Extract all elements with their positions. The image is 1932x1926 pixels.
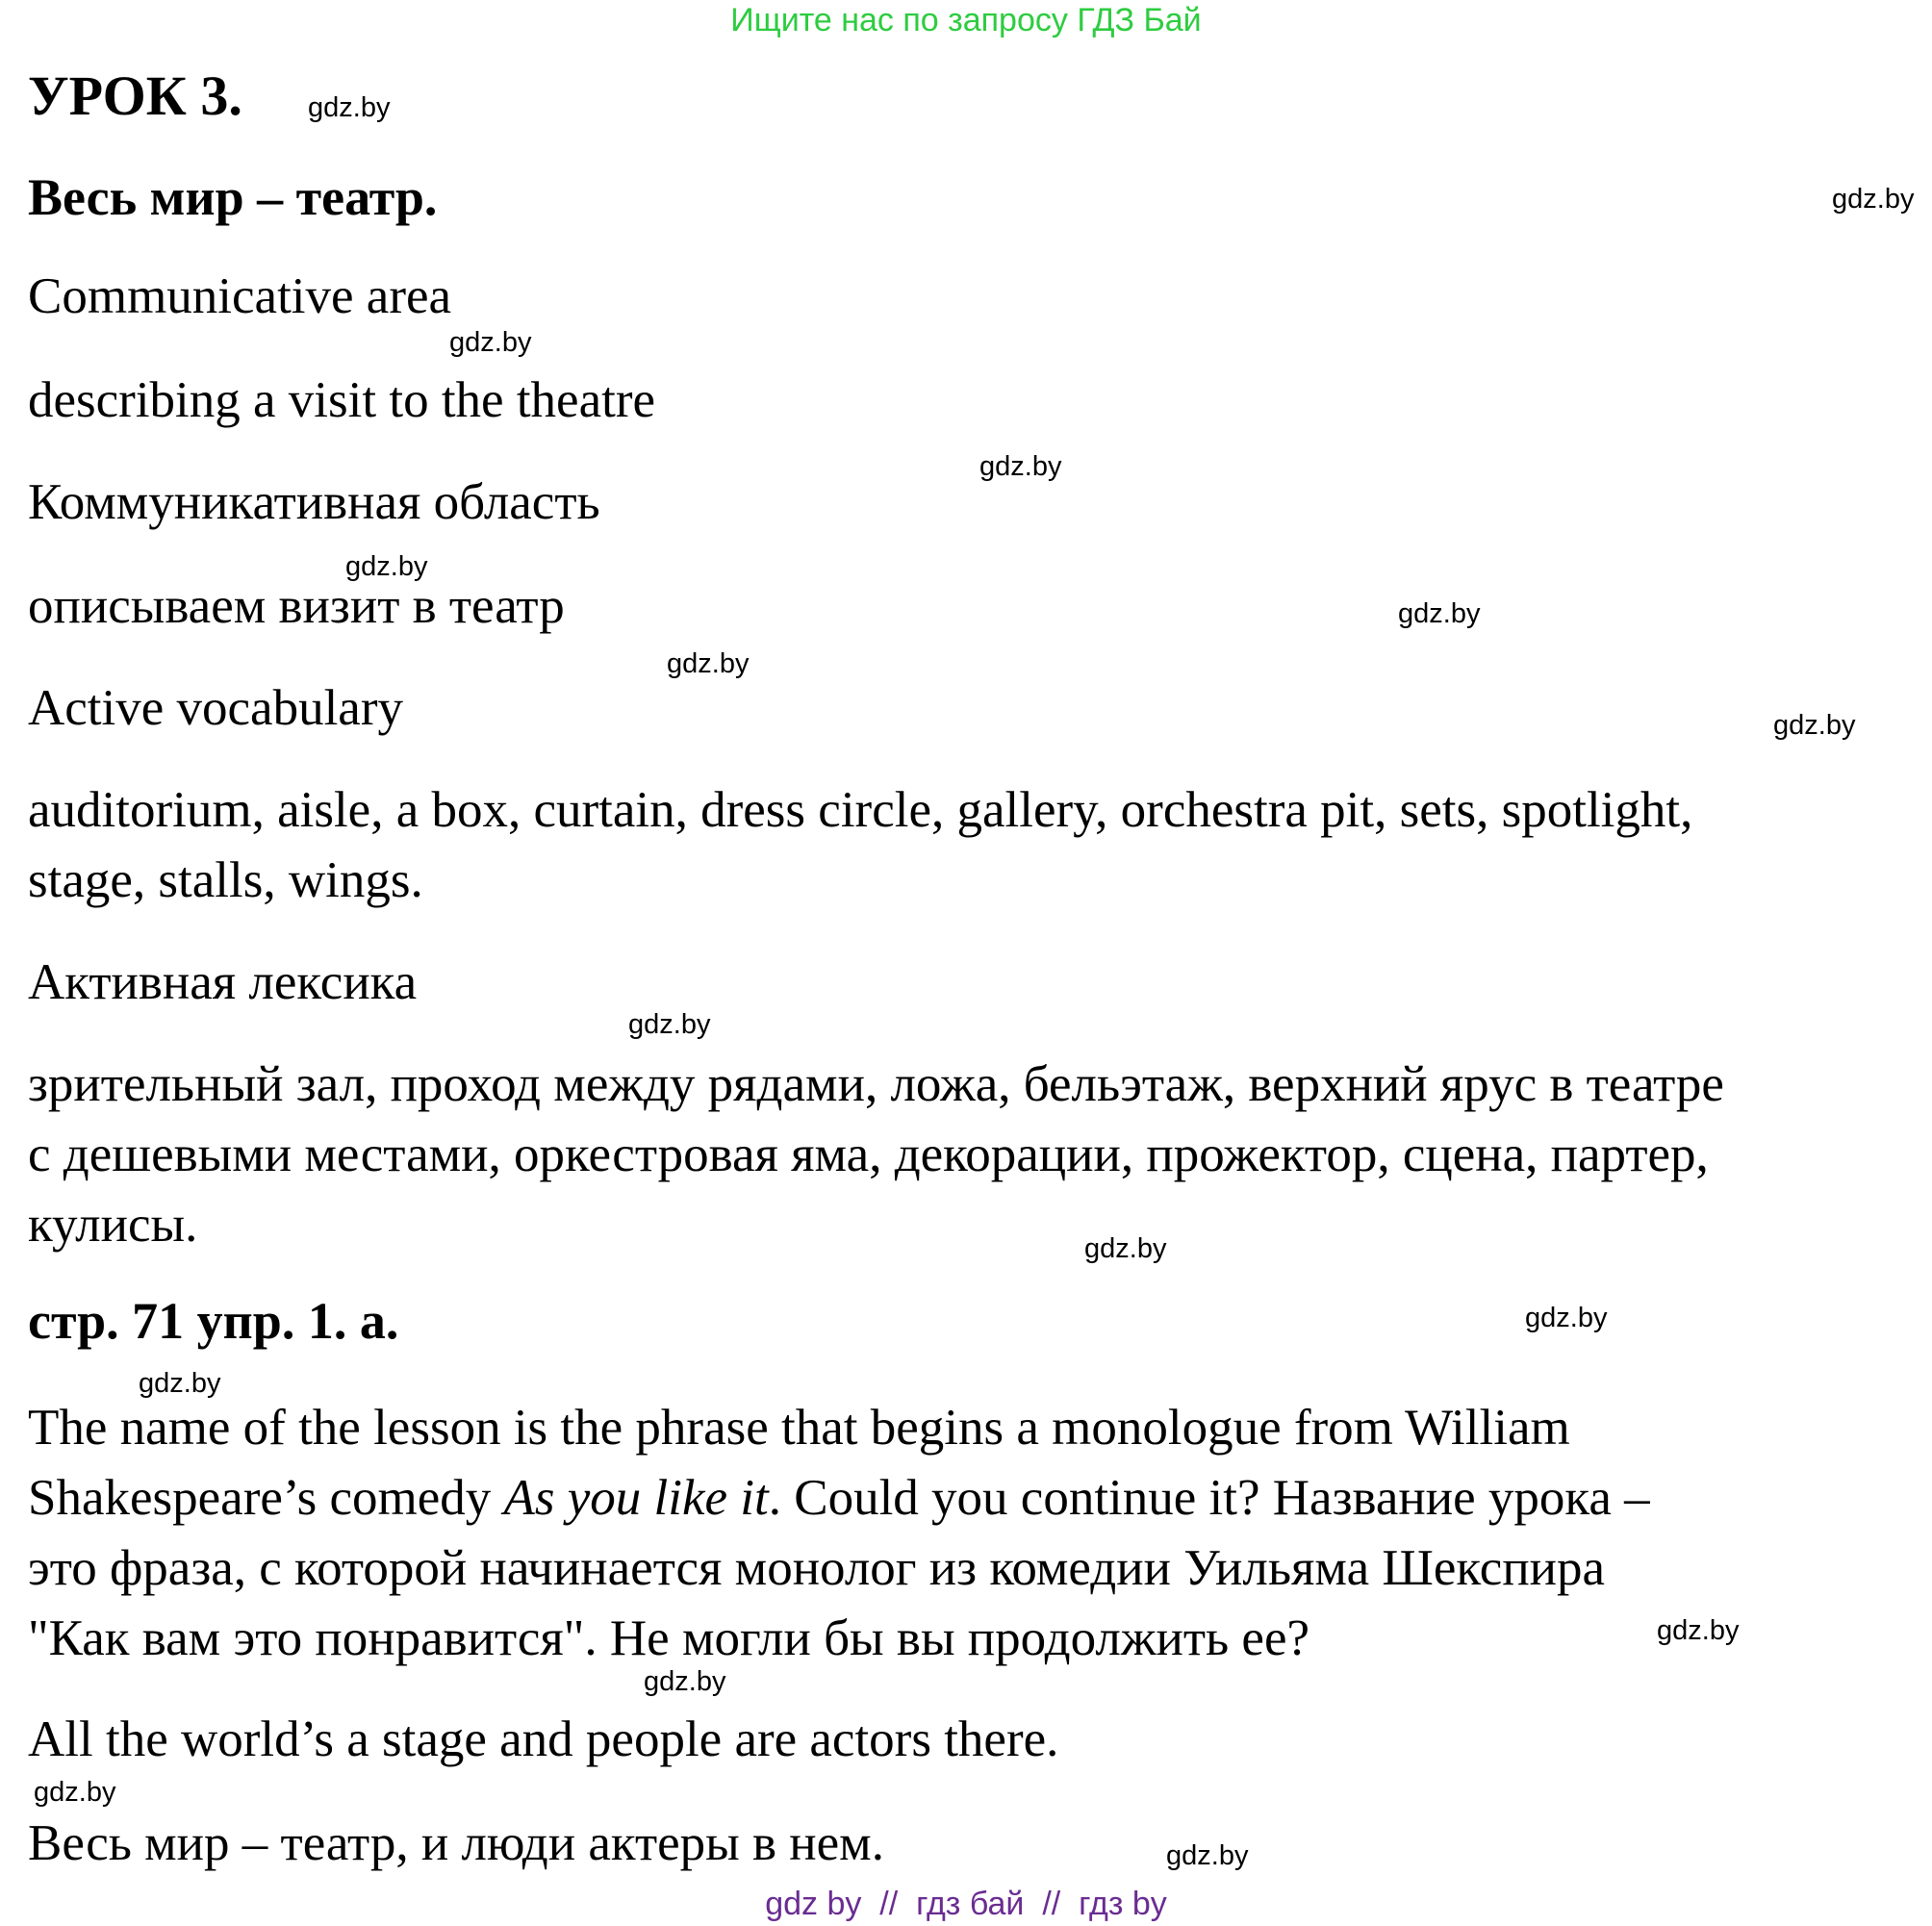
footer-links: gdz by // гдз бай // гдз by bbox=[765, 1886, 1167, 1922]
exercise-task bbox=[28, 1393, 1914, 1674]
watermark: gdz.by bbox=[308, 92, 391, 123]
vocabulary-ru-line-1: зрительный зал, проход между рядами, ложа, бельэтаж, верхний ярус в театре bbox=[28, 1056, 1724, 1112]
answer-russian: Весь мир – театр, и люди актеры в нем. bbox=[28, 1815, 884, 1871]
communicative-area-ru-value: описываем визит в театр bbox=[28, 578, 565, 634]
communicative-area-value: describing a visit to the theatre bbox=[28, 372, 655, 428]
watermark: gdz.by bbox=[449, 327, 532, 358]
watermark: gdz.by bbox=[345, 551, 428, 582]
watermark: gdz.by bbox=[139, 1368, 221, 1399]
exercise-task-line-2-end: . Could you continue it? Название урока – bbox=[768, 1470, 1650, 1526]
watermark: gdz.by bbox=[1166, 1840, 1249, 1871]
top-banner: Ищите нас по запросу ГДЗ Бай bbox=[730, 2, 1202, 38]
exercise-task-line-2 bbox=[28, 1463, 1914, 1533]
vocabulary-ru-list bbox=[28, 1050, 1914, 1260]
exercise-heading: стр. 71 упр. 1. а. bbox=[28, 1292, 399, 1350]
watermark: gdz.by bbox=[644, 1666, 726, 1697]
exercise-task-play-title: As you like it bbox=[503, 1470, 769, 1526]
exercise-task-line-4: "Как вам это понравится". Не могли бы вы продолжить ее? bbox=[28, 1610, 1309, 1666]
active-vocabulary-label: Active vocabulary bbox=[28, 680, 403, 736]
watermark: gdz.by bbox=[667, 648, 750, 679]
watermark: gdz.by bbox=[1525, 1303, 1608, 1333]
lesson-subtitle: Весь мир – театр. bbox=[28, 168, 438, 226]
watermark: gdz.by bbox=[34, 1777, 116, 1808]
exercise-task-line-1: The name of the lesson is the phrase that begins a monologue from William bbox=[28, 1400, 1570, 1456]
vocabulary-ru-line-3: кулисы. bbox=[28, 1197, 198, 1253]
watermark: gdz.by bbox=[1084, 1233, 1167, 1264]
vocabulary-en-list bbox=[28, 775, 1914, 916]
watermark: gdz.by bbox=[1773, 710, 1856, 741]
exercise-task-line-2-start: Shakespeare’s comedy bbox=[28, 1470, 504, 1526]
watermark: gdz.by bbox=[1398, 598, 1481, 629]
vocabulary-en-line-2: stage, stalls, wings. bbox=[28, 852, 423, 908]
answer-english: All the world’s a stage and people are actors there. bbox=[28, 1711, 1059, 1767]
watermark: gdz.by bbox=[628, 1009, 711, 1040]
communicative-area-ru-label: Коммуникативная область bbox=[28, 474, 600, 530]
lesson-title: УРОК 3. bbox=[28, 64, 242, 127]
communicative-area-label: Communicative area bbox=[28, 268, 452, 324]
watermark: gdz.by bbox=[979, 451, 1062, 482]
active-vocabulary-ru-label: Активная лексика bbox=[28, 954, 418, 1010]
watermark: gdz.by bbox=[1657, 1615, 1740, 1646]
exercise-task-line-3: это фраза, с которой начинается монолог из комедии Уильяма Шекспира bbox=[28, 1540, 1606, 1596]
watermark: gdz.by bbox=[1832, 184, 1915, 215]
vocabulary-en-line-1: auditorium, aisle, a box, curtain, dress circle, gallery, orchestra pit, sets, spotlight, bbox=[28, 782, 1693, 838]
vocabulary-ru-line-2: с дешевыми местами, оркестровая яма, декорации, прожектор, сцена, партер, bbox=[28, 1127, 1709, 1182]
